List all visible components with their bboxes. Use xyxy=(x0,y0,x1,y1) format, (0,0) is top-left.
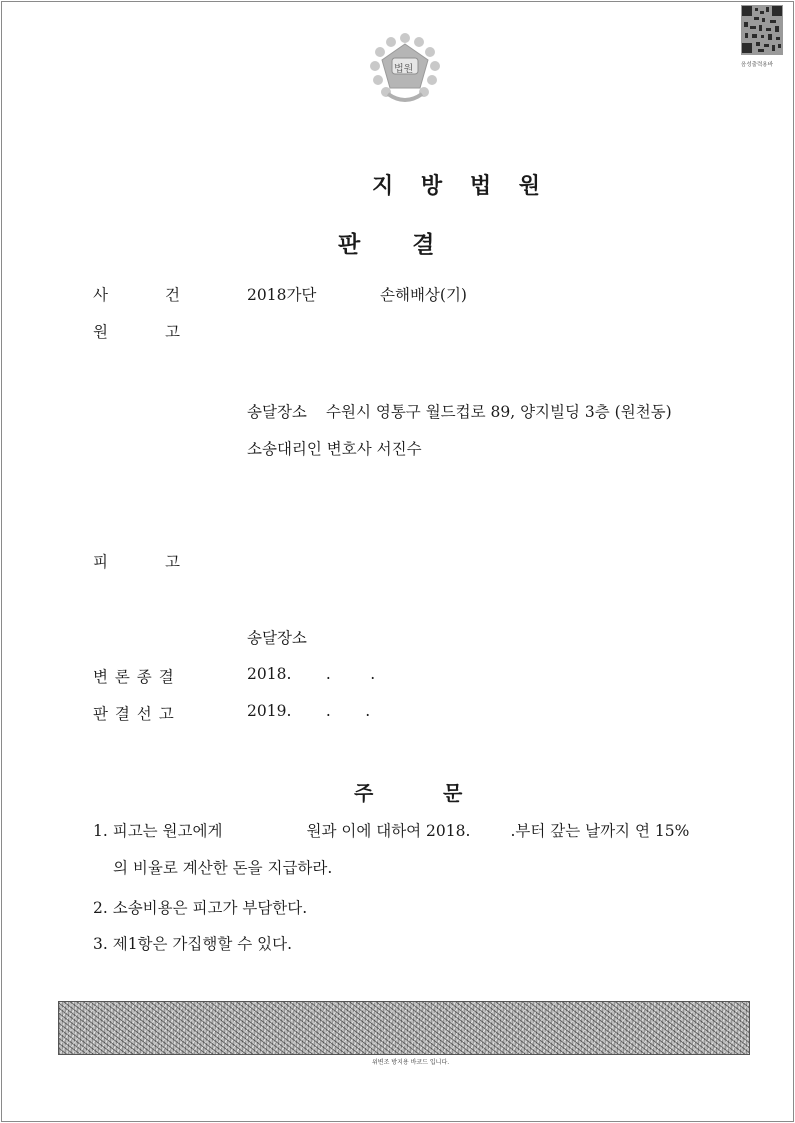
defendant-address-label: 송달장소 xyxy=(247,629,307,647)
document-title-text: 판 결 xyxy=(338,231,437,258)
case-name: 손해배상(기) xyxy=(380,286,467,304)
plaintiff-address-label: 송달장소 xyxy=(247,403,307,421)
argument-close-label: 변 론 종 결 xyxy=(93,668,175,686)
seal-label: 법원 xyxy=(394,64,414,75)
order-item-3: 3. 제1항은 가집행할 수 있다. xyxy=(93,935,293,953)
order-item-2: 2. 소송비용은 피고가 부담한다. xyxy=(93,899,308,917)
case-number: 2018가단 xyxy=(247,286,317,304)
argument-close-date: 2018. . . xyxy=(247,665,376,683)
defendant-label-1: 피 xyxy=(93,553,108,571)
verdict-date: 2019. . . xyxy=(247,702,371,720)
order-item-1 xyxy=(93,819,689,841)
qr-code-icon xyxy=(740,4,784,56)
order-item-1-part-a: 1. 피고는 원고에게 xyxy=(93,822,223,840)
order-item-1-part-b: 원과 이에 대하여 2018. xyxy=(306,822,471,840)
qr-label: 음성출력용바 xyxy=(741,62,773,68)
plaintiff-label-2: 고 xyxy=(165,323,180,341)
case-label-2: 건 xyxy=(165,286,180,304)
order-item-1-part-c: .부터 갚는 날까지 연 15% xyxy=(510,822,690,840)
barcode-note: 위변조 방지용 바코드 입니다. xyxy=(372,1059,450,1066)
order-title-text: 주 문 xyxy=(354,781,463,805)
plaintiff-counsel: 소송대리인 변호사 서진수 xyxy=(247,440,422,458)
plaintiff-address: 수원시 영통구 월드컵로 89, 양지빌딩 3층 (원천동) xyxy=(326,403,672,421)
court-name: 지 방 법 원 xyxy=(372,173,550,199)
document-title xyxy=(338,226,436,259)
verdict-date-label: 판 결 선 고 xyxy=(93,705,175,723)
plaintiff-label-1: 원 xyxy=(93,323,108,341)
order-item-1-continued: 의 비율로 계산한 돈을 지급하라. xyxy=(113,859,333,877)
anti-forgery-barcode xyxy=(58,1001,750,1055)
defendant-label-2: 고 xyxy=(165,553,180,571)
case-label-1: 사 xyxy=(93,286,108,304)
order-title xyxy=(354,777,462,806)
